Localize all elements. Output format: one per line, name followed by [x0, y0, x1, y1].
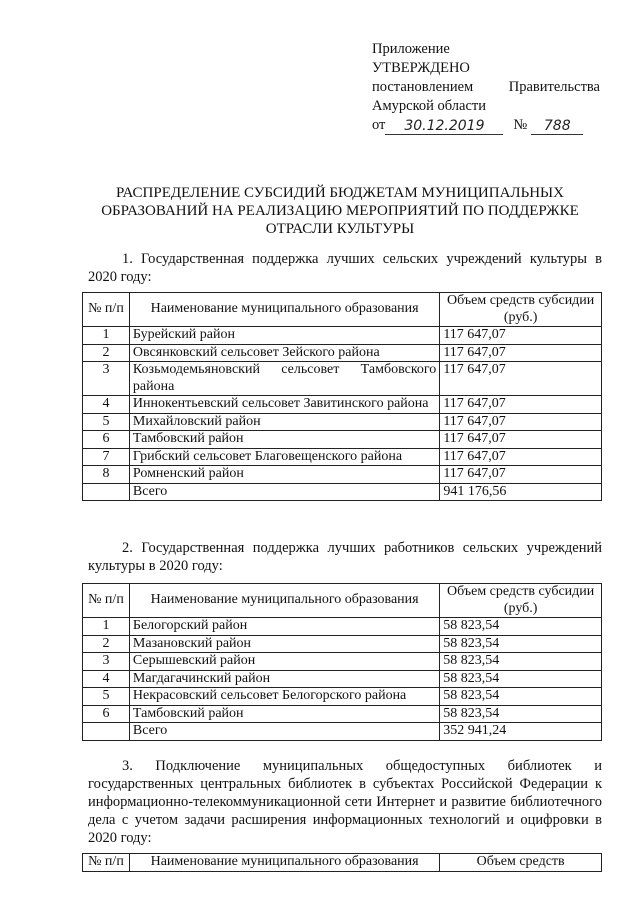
table-header-row	[83, 584, 602, 618]
table-row: 6 Тамбовский район 58 823,54	[83, 705, 602, 723]
resolution-line	[372, 78, 600, 97]
table-row: 6 Тамбовский район 117 647,07	[83, 431, 602, 449]
header-name: Наименование муниципального образования	[129, 293, 439, 327]
handwritten-number: 788	[531, 118, 583, 135]
table-header-row	[83, 293, 602, 327]
section1-table	[82, 292, 602, 501]
table-header-row	[83, 854, 602, 872]
section1-heading: 1. Государственная поддержка лучших сельских учреждений культуры в 2020 году:	[88, 251, 602, 285]
section2-table	[82, 583, 602, 741]
from-label: от	[372, 117, 386, 133]
total-value: 352 941,24	[440, 723, 602, 741]
header-number: № п/п	[83, 584, 130, 618]
table-row: 4 Магдагачинский район 58 823,54	[83, 670, 602, 688]
region-label: Амурской области	[372, 98, 486, 114]
table-row: 3 Козьмодемьяновский сельсовет Тамбовского района 117 647,07	[83, 362, 602, 396]
table-row: 2 Мазановский район 58 823,54	[83, 635, 602, 653]
total-label: Всего	[129, 723, 439, 741]
table-row: 8 Ромненский район 117 647,07	[83, 466, 602, 484]
resolution-word: постановлением	[372, 79, 474, 95]
approved-label: УТВЕРЖДЕНО	[372, 60, 470, 76]
total-row	[83, 483, 602, 501]
header-number: № п/п	[83, 293, 130, 327]
table-row: 7 Грибский сельсовет Благовещенского района 117 647,07	[83, 448, 602, 466]
table-row: 5 Михайловский район 117 647,07	[83, 413, 602, 431]
header-name: Наименование муниципального образования	[129, 854, 439, 872]
number-label: №	[513, 117, 528, 133]
table-row: 5 Некрасовский сельсовет Белогорского района 58 823,54	[83, 688, 602, 706]
date-number-line	[372, 116, 600, 135]
table-row: 2 Овсянковский сельсовет Зейского района 117 647,07	[83, 344, 602, 362]
section2-heading: 2. Государственная поддержка лучших работников сельских учреждений культуры в 2020 году:	[88, 540, 602, 574]
total-label: Всего	[129, 483, 439, 501]
table-row: 4 Иннокентьевский сельсовет Завитинского района 117 647,07	[83, 396, 602, 414]
header-name: Наименование муниципального образования	[129, 584, 439, 618]
total-row	[83, 723, 602, 741]
appendix-label: Приложение	[372, 41, 450, 57]
header-number: № п/п	[83, 854, 130, 872]
document-title: РАСПРЕДЕЛЕНИЕ СУБСИДИЙ БЮДЖЕТАМ МУНИЦИПАЛЬНЫХ ОБРАЗОВАНИЙ НА РЕАЛИЗАЦИЮ МЕРОПРИЯТИЙ ПО ПОДДЕРЖКЕ ОТРАСЛИ КУЛЬТУРЫ	[101, 185, 579, 237]
section3-heading: 3. Подключение муниципальных общедоступных библиотек и государственных центральных библиотек в субъектах Российской Федерации к информационно-телекоммуникационной сети Интернет и развитие библиотечного дела с учетом задачи расширения информационных технологий и оцифровки в 2020 году:	[88, 758, 602, 846]
table-row: 3 Серышевский район 58 823,54	[83, 653, 602, 671]
header-amount: Объем средств субсидии (руб.)	[440, 293, 602, 327]
government-word: Правительства	[508, 79, 600, 95]
header-amount: Объем средств	[440, 854, 602, 872]
table-row: 1 Белогорский район 58 823,54	[83, 618, 602, 636]
section3-table	[82, 853, 602, 872]
handwritten-date: 30.12.2019	[385, 118, 503, 135]
total-value: 941 176,56	[440, 483, 602, 501]
table-row: 1 Бурейский район 117 647,07	[83, 327, 602, 345]
header-amount: Объем средств субсидии (руб.)	[440, 584, 602, 618]
approval-stamp	[372, 40, 600, 135]
